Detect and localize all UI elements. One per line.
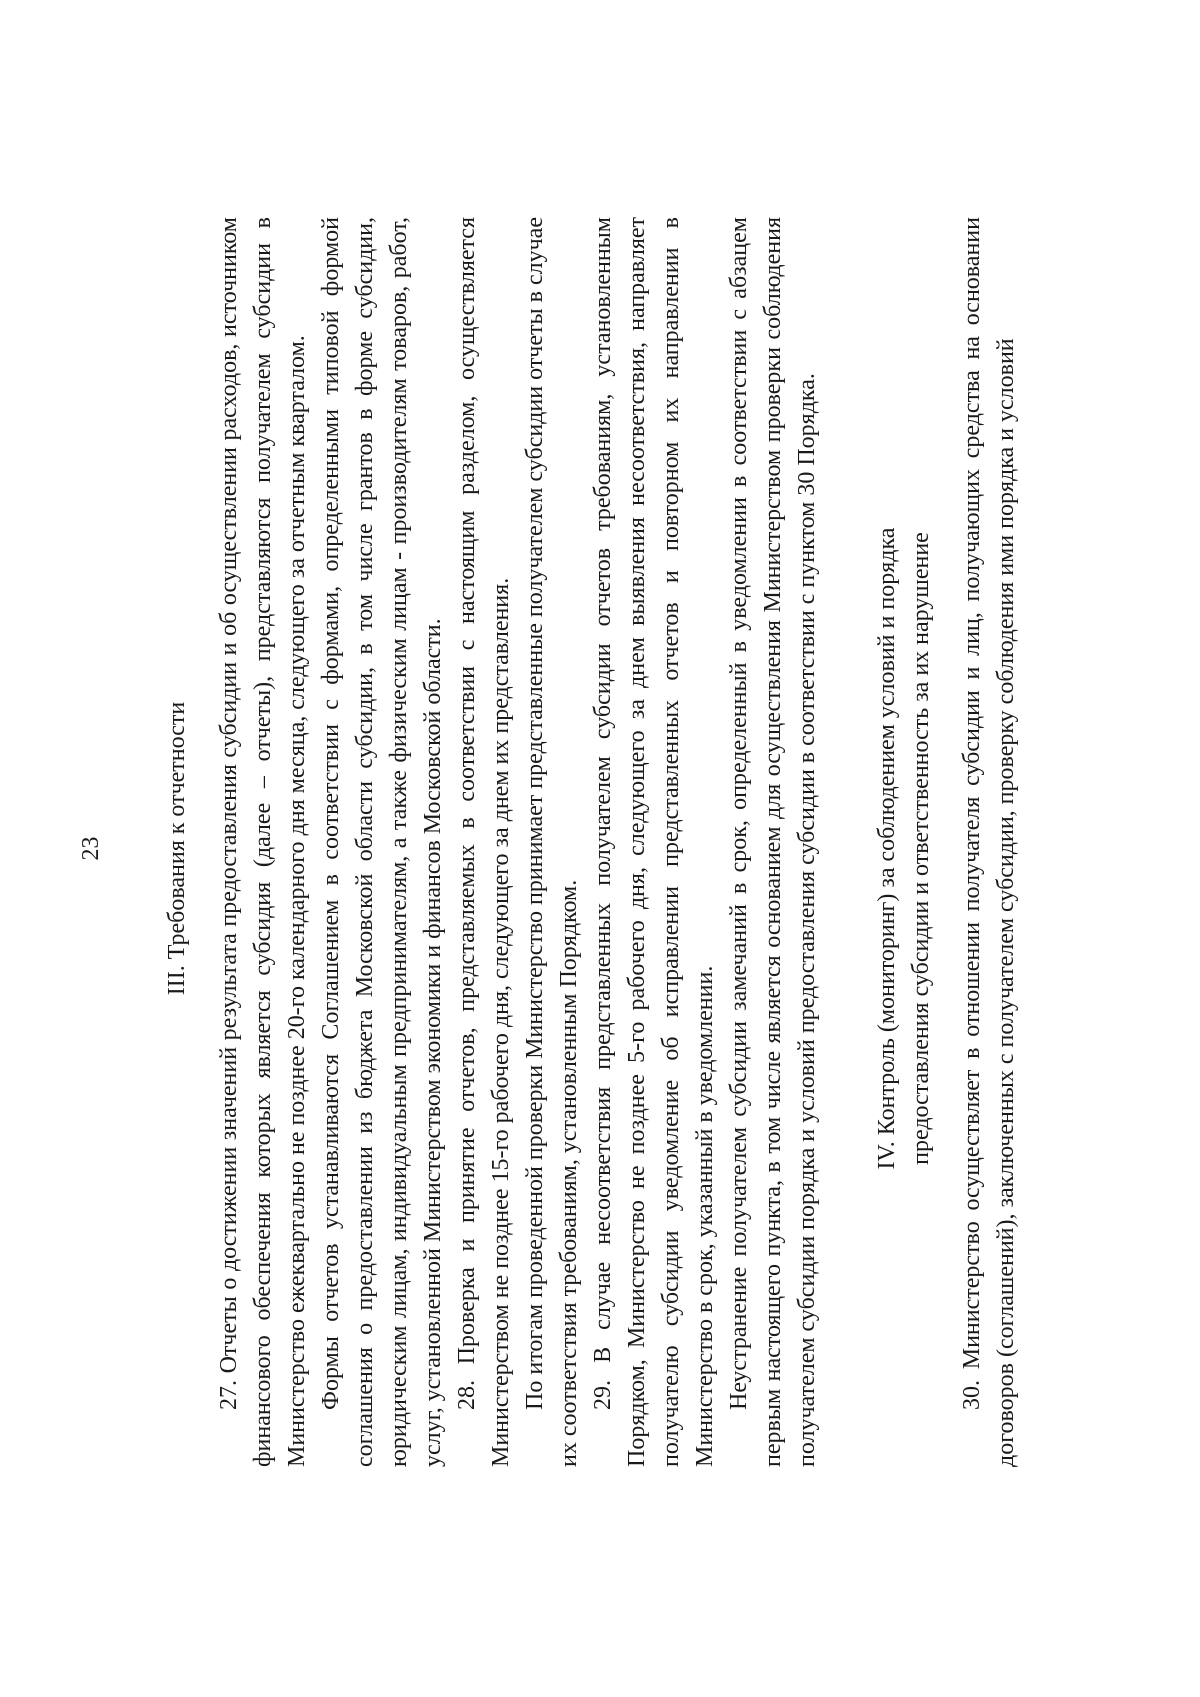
section-4-title-line2: предоставления субсидии и ответственность за их нарушение xyxy=(908,532,934,1165)
paragraph-28: 28. Проверка и принятие отчетов, представляемых в соответствии с настоящим разделом, осуществляется Министерством не позднее 15-го рабочего дня, следующего за днем их представления. xyxy=(454,217,514,1467)
section-4-title-line1: IV. Контроль (мониторинг) за соблюдением условий и порядка xyxy=(874,527,900,1170)
page-number: 23 xyxy=(78,836,104,861)
section-3-title: III. Требования к отчетности xyxy=(164,701,190,996)
section-4-title xyxy=(870,0,938,1697)
paragraph-29-nonremoval: Неустранение получателем субсидии замечаний в срок, определенный в уведомлении в соответствии с абзацем первым настоящего пункта, в том числе является основанием для осуществления Министерством проверки соблюдения получателем субсидии порядка и условий предоставления субсидии в соответствии с пунктом 30 Порядка. xyxy=(726,217,820,1467)
section-4-body xyxy=(955,217,1023,1467)
section-3-body xyxy=(212,217,824,1467)
paragraph-29: 29. В случае несоответствия представленных получателем субсидии отчетов требованиям, установленным Порядком, Министерство не позднее 5-го рабочего дня, следующего за днем выявления несоответствия, направляет получателю субсидии уведомление об исправлении представленных отчетов и повторном их направлении в Министерство в срок, указанный в уведомлении. xyxy=(590,217,718,1467)
paragraph-30: 30. Министерство осуществляет в отношении получателя субсидии и лиц, получающих средства на основании договоров (соглашений), заключенных с получателем субсидии, проверку соблюдения ими порядка и условий xyxy=(959,217,1019,1467)
paragraph-27-forms: Формы отчетов устанавливаются Соглашением в соответствии с формами, определенными типовой формой соглашения о предоставлении из бюджета Московской области субсидии, в том числе грантов в форме субсидии, юридическим лицам, индивидуальным предпринимателям, а также физическим лицам - производителям товаров, работ, услуг, установленной Министерством экономики и финансов Московской области. xyxy=(318,217,446,1467)
paragraph-28-results: По итогам проведенной проверки Министерство принимает представленные получателем субсидии отчеты в случае их соответствия требованиям, установленным Порядком. xyxy=(522,217,582,1467)
paragraph-27: 27. Отчеты о достижении значений результата предоставления субсидии и об осуществлении расходов, источником финансового обеспечения которых является субсидия (далее – отчеты), представляются получателем субсидии в Министерство ежеквартально не позднее 20-го календарного дня месяца, следующего за отчетным кварталом. xyxy=(216,217,310,1467)
